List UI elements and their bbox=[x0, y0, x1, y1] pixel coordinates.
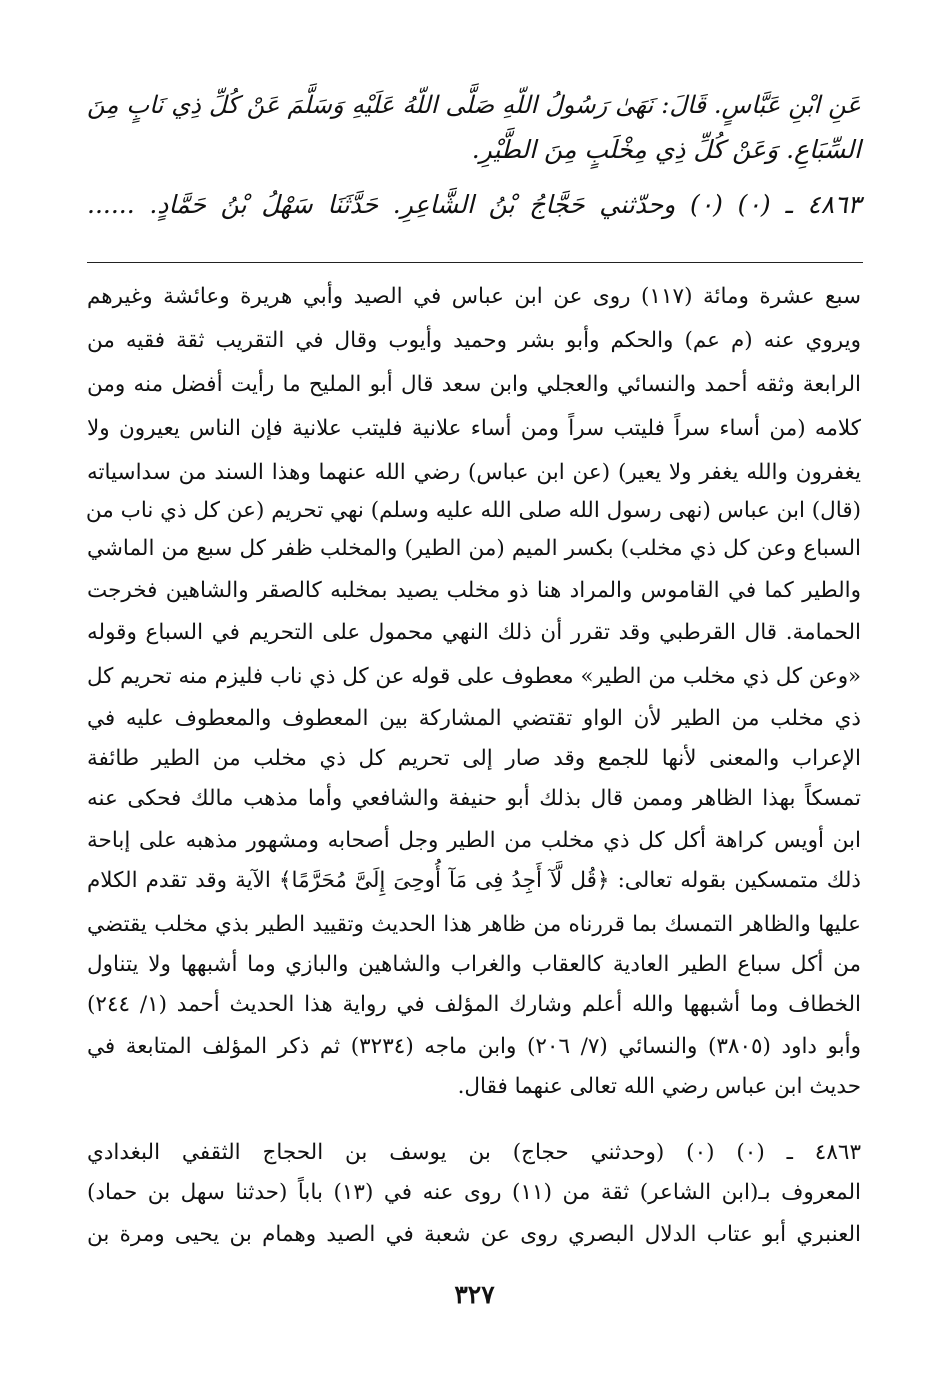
commentary-line: العنبري أبو عتاب الدلال البصري روى عن شعبة في الصيد وهمام بن يحيى ومرة بن bbox=[87, 1222, 861, 1247]
commentary-line: يغفرون والله يغفر ولا يعير) (عن ابن عباس) رضي الله عنهما وهذا السند من سداسياته bbox=[87, 460, 861, 485]
commentary-line: «وعن كل ذي مخلب من الطير» معطوف على قوله عن كل ذي ناب فليزم منه تحريم كل bbox=[87, 664, 861, 689]
commentary-line: حديث ابن عباس رضي الله تعالى عنهما فقال. bbox=[457, 1074, 861, 1099]
commentary-line: ذي مخلب من الطير لأن الواو تقتضي المشاركة بين المعطوف والمعطوف عليه في bbox=[87, 706, 861, 731]
commentary-line: ذلك متمسكين بقوله تعالى: ﴿قُل لَّآ أَجِدُ فِى مَآ أُوحِىَ إِلَىَّ مُحَرَّمًا﴾ الآية وقد تقدم الكلام bbox=[87, 868, 861, 893]
commentary-line: والطير كما في القاموس والمراد هنا ذو مخلب يصيد بمخلبه كالصقر والشاهين فخرجت bbox=[87, 578, 861, 603]
commentary-line: الحمامة. قال القرطبي وقد تقرر أن ذلك النهي محمول على التحريم في السباع وقوله bbox=[87, 620, 861, 645]
footnote-divider bbox=[87, 262, 863, 263]
commentary-line: وأبو داود (٣٨٠٥) والنسائي (٧/ ٢٠٦) وابن ماجه (٣٢٣٤) ثم ذكر المؤلف المتابعة في bbox=[87, 1034, 862, 1059]
commentary-line: عليها والظاهر التمسك بما قررناه من ظاهر هذا الحديث وتقييد الطير بذي مخلب يقتضي bbox=[87, 912, 861, 937]
commentary-line: السباع وعن كل ذي مخلب) بكسر الميم (من الطير) والمخلب ظفر كل سبع من الماشي bbox=[87, 536, 861, 561]
hadith-line-1: عَنِ ابْنِ عَبَّاسٍ. قَالَ: نَهَىٰ رَسُولُ اللّهِ صَلَّى اللّهُ عَلَيْهِ وَسَلَّمَ عَنْ كُلِّ ذِي نَابٍ مِنَ bbox=[87, 90, 861, 119]
commentary-line: (قال) ابن عباس (نهى رسول الله صلى الله عليه وسلم) نهي تحريم (عن كل ذي ناب من bbox=[85, 498, 861, 523]
commentary-line: الخطاف وما أشبهها والله أعلم وشارك المؤلف في رواية هذا الحديث أحمد (١/ ٢٤٤) bbox=[87, 992, 862, 1017]
page-number: ٣٢٧ bbox=[454, 1280, 495, 1309]
commentary-line: المعروف بـ(ابن الشاعر) ثقة من (١١) روى عنه في (١٣) باباً (حدثنا سهل بن حماد) bbox=[87, 1180, 862, 1205]
commentary-line: كلامه (من أساء سراً فليتب سراً ومن أساء علانية فليتب علانية فإن الناس يعيرون ولا bbox=[87, 416, 861, 441]
commentary-line: سبع عشرة ومائة (١١٧) روى عن ابن عباس في الصيد وأبي هريرة وعائشة وغيرهم bbox=[87, 284, 861, 309]
hadith-line-3: ٤٨٦٣ ـ (٠) (٠) وحدّثني حَجَّاجُ بْنُ الشَّاعِرِ. حَدَّثَنَا سَهْلُ بْنُ حَمَّادٍ. ...... bbox=[87, 190, 861, 219]
hadith-line-2: السِّبَاعِ. وَعَنْ كُلِّ ذِي مِخْلَبٍ مِنَ الطَّيْرِ. bbox=[471, 135, 861, 164]
commentary-line: الرابعة وثقه أحمد والنسائي والعجلي وابن سعد قال أبو المليح ما رأيت أفضل منه ومن bbox=[87, 372, 861, 397]
commentary-line: ٤٨٦٣ ـ (٠) (٠) (وحدثني حجاج) بن يوسف بن الحجاج الثقفي البغدادي bbox=[87, 1140, 861, 1165]
commentary-line: الإعراب والمعنى لأنها للجمع وقد صار إلى تحريم كل ذي مخلب من الطير طائفة bbox=[87, 746, 861, 771]
commentary-line: ابن أويس كراهة أكل كل ذي مخلب من الطير وجل أصحابه ومشهور مذهبه على إباحة bbox=[87, 828, 861, 853]
commentary-line: تمسكاً بهذا الظاهر وممن قال بذلك أبو حنيفة والشافعي وأما مذهب مالك فحكى عنه bbox=[87, 786, 861, 811]
commentary-line: ويروي عنه (م عم) والحكم وأبو بشر وحميد وأيوب وقال في التقريب ثقة فقيه من bbox=[87, 328, 861, 353]
commentary-line: من أكل سباع الطير العادية كالعقاب والغراب والشاهين والبازي وما أشبهها ولا يتناول bbox=[87, 952, 861, 977]
